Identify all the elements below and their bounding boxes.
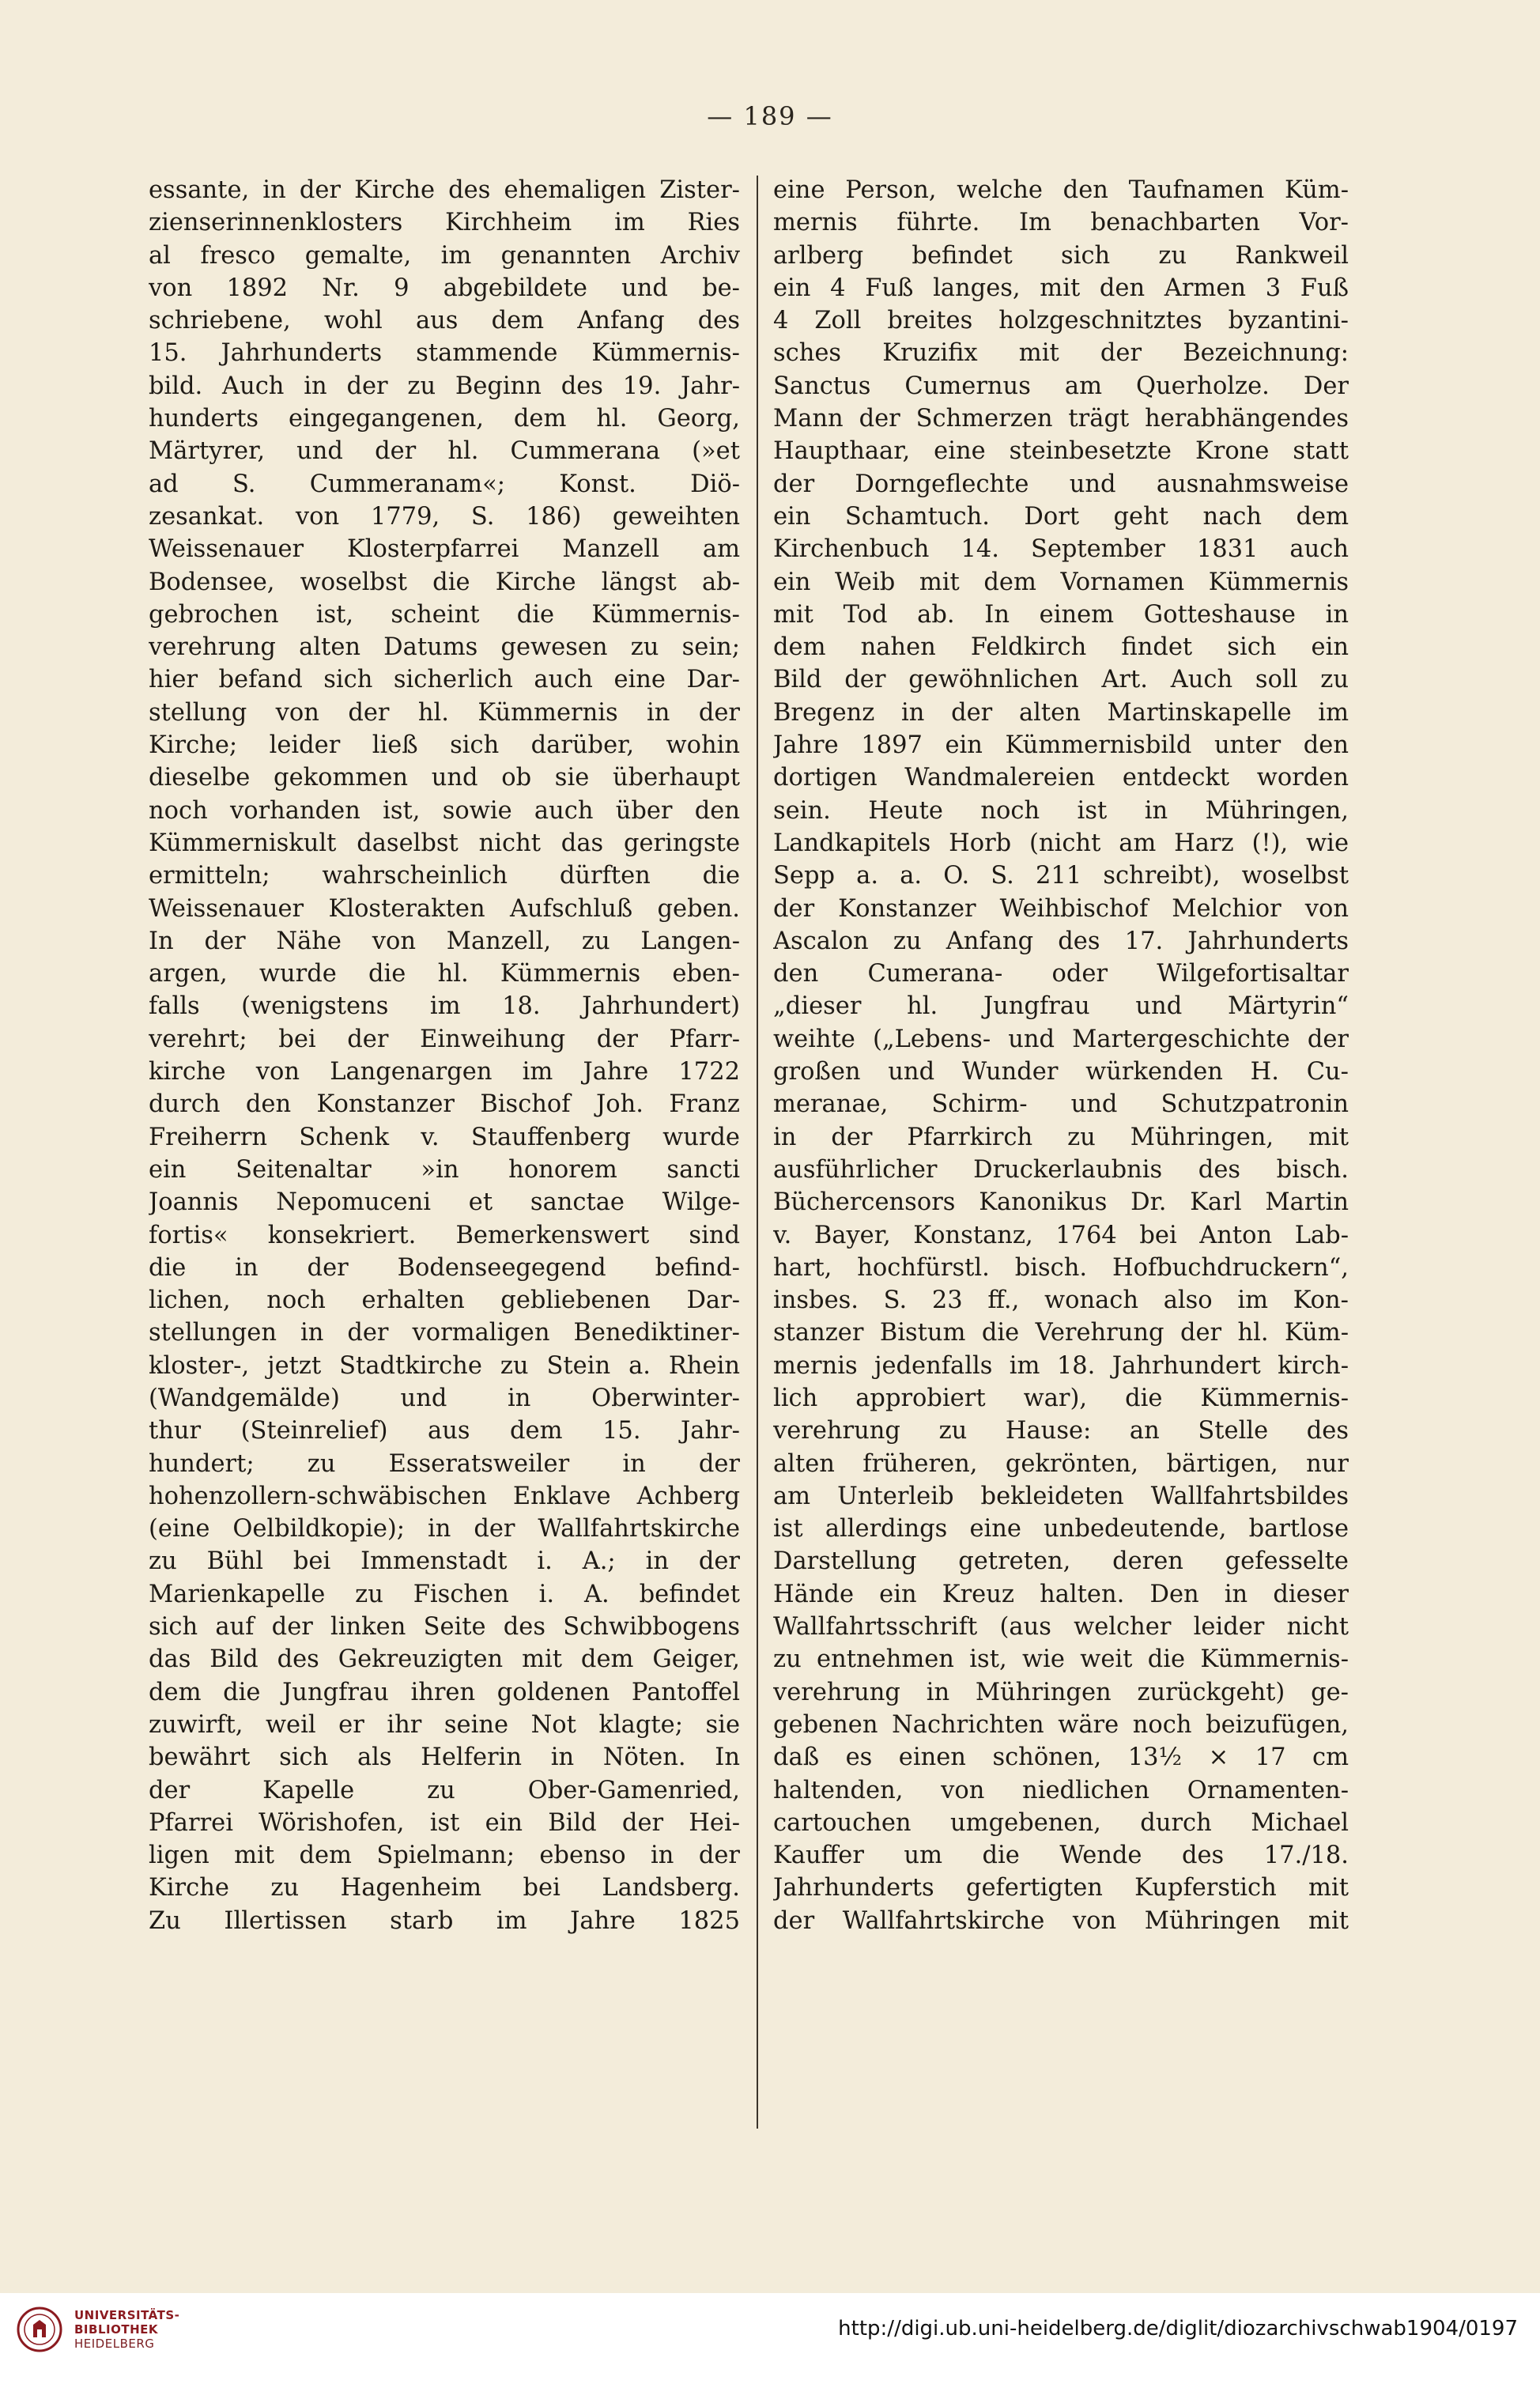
text-line: dem die Jungfrau ihren goldenen Pantoffel: [149, 1678, 740, 1706]
text-line: Darstellung getreten, deren gefesselte: [773, 1547, 1349, 1576]
text-line: argen, wurde die hl. Kümmernis eben-: [149, 960, 740, 988]
text-line: dortigen Wandmalereien entdeckt worden: [773, 764, 1349, 792]
text-line: Ascalon zu Anfang des 17. Jahrhunderts: [773, 927, 1349, 955]
text-line: ein Schamtuch. Dort geht nach dem: [773, 502, 1349, 531]
text-line: der Konstanzer Weihbischof Melchior von: [773, 894, 1349, 923]
text-line: lich approbiert war), die Kümmernis-: [773, 1384, 1349, 1412]
text-line: Haupthaar, eine steinbesetzte Krone statt: [773, 437, 1349, 466]
column-divider: [757, 176, 758, 2129]
text-line: alten früheren, gekrönten, bärtigen, nur: [773, 1449, 1349, 1478]
text-line: sches Kruzifix mit der Bezeichnung:: [773, 339, 1349, 368]
text-line: Kirchenbuch 14. September 1831 auch: [773, 535, 1349, 564]
text-line: schriebene, wohl aus dem Anfang des: [149, 307, 740, 335]
text-line: gebenen Nachrichten wäre noch beizufügen,: [773, 1710, 1349, 1739]
text-line: al fresco gemalte, im genannten Archiv: [149, 241, 740, 270]
text-line: Kirche zu Hagenheim bei Landsberg.: [149, 1874, 740, 1902]
text-line: ein Weib mit dem Vornamen Kümmernis: [773, 568, 1349, 596]
text-line: den Cumerana- oder Wilgefortisaltar: [773, 960, 1349, 988]
text-line: Wallfahrtsschrift (aus welcher leider nicht: [773, 1613, 1349, 1642]
text-line: Weissenauer Klosterakten Aufschluß geben.: [149, 894, 740, 923]
text-line: bewährt sich als Helferin in Nöten. In: [149, 1744, 740, 1772]
text-line: „dieser hl. Jungfrau und Märtyrin“: [773, 992, 1349, 1021]
text-line: haltenden, von niedlichen Ornamenten-: [773, 1776, 1349, 1804]
text-line: der Kapelle zu Ober-Gamenried,: [149, 1776, 740, 1804]
text-line: der Wallfahrtskirche von Mühringen mit: [773, 1906, 1349, 1935]
text-line: Kümmerniskult daselbst nicht das geringste: [149, 829, 740, 857]
text-line: arlberg befindet sich zu Rankweil: [773, 241, 1349, 270]
text-line: Weissenauer Klosterpfarrei Manzell am: [149, 535, 740, 564]
text-line: zesankat. von 1779, S. 186) geweihten: [149, 502, 740, 531]
text-line: Märtyrer, und der hl. Cummerana (»et: [149, 437, 740, 466]
text-line: verehrt; bei der Einweihung der Pfarr-: [149, 1025, 740, 1053]
text-line: hart, hochfürstl. bisch. Hofbuchdruckern“,: [773, 1253, 1349, 1282]
text-line: Bild der gewöhnlichen Art. Auch soll zu: [773, 666, 1349, 694]
text-line: am Unterleib bekleideten Wallfahrtsbildes: [773, 1482, 1349, 1510]
text-line: 15. Jahrhunderts stammende Kümmernis-: [149, 339, 740, 368]
text-line: Bodensee, woselbst die Kirche längst ab-: [149, 568, 740, 596]
text-line: mernis jedenfalls im 18. Jahrhundert kirch-: [773, 1351, 1349, 1380]
text-line: zuwirft, weil er ihr seine Not klagte; sie: [149, 1710, 740, 1739]
text-line: sein. Heute noch ist in Mühringen,: [773, 796, 1349, 825]
text-line: großen und Wunder würkenden H. Cu-: [773, 1058, 1349, 1086]
text-line: hohenzollern-schwäbischen Enklave Achberg: [149, 1482, 740, 1510]
footer-bar: [0, 2293, 1540, 2384]
text-line: Sanctus Cumernus am Querholze. Der: [773, 372, 1349, 400]
text-line: Sepp a. a. O. S. 211 schreibt), woselbst: [773, 862, 1349, 890]
library-logo[interactable]: [16, 2306, 179, 2353]
text-line: thur (Steinrelief) aus dem 15. Jahr-: [149, 1417, 740, 1445]
text-line: mit Tod ab. In einem Gotteshause in: [773, 600, 1349, 629]
text-line: Mann der Schmerzen trägt herabhängendes: [773, 405, 1349, 433]
text-line: Hände ein Kreuz halten. Den in dieser: [773, 1580, 1349, 1608]
text-line: Büchercensors Kanonikus Dr. Karl Martin: [773, 1188, 1349, 1217]
text-line: cartouchen umgebenen, durch Michael: [773, 1808, 1349, 1837]
text-line: von 1892 Nr. 9 abgebildete und be-: [149, 274, 740, 302]
text-line: hier befand sich sicherlich auch eine Dar-: [149, 666, 740, 694]
text-line: verehrung zu Hause: an Stelle des: [773, 1417, 1349, 1445]
text-line: hundert; zu Esseratsweiler in der: [149, 1449, 740, 1478]
text-line: Zu Illertissen starb im Jahre 1825: [149, 1906, 740, 1935]
text-line: insbes. S. 23 ff., wonach also im Kon-: [773, 1286, 1349, 1315]
text-line: (eine Oelbildkopie); in der Wallfahrtskirche: [149, 1515, 740, 1543]
text-line: meranae, Schirm- und Schutzpatronin: [773, 1090, 1349, 1119]
text-line: Kirche; leider ließ sich darüber, wohin: [149, 731, 740, 760]
text-line: stanzer Bistum die Verehrung der hl. Küm-: [773, 1319, 1349, 1347]
text-line: Landkapitels Horb (nicht am Harz (!), wie: [773, 829, 1349, 857]
text-line: verehrung alten Datums gewesen zu sein;: [149, 633, 740, 662]
text-line: ein 4 Fuß langes, mit den Armen 3 Fuß: [773, 274, 1349, 302]
text-line: dieselbe gekommen und ob sie überhaupt: [149, 764, 740, 792]
text-line: gebrochen ist, scheint die Kümmernis-: [149, 600, 740, 629]
text-line: lichen, noch erhalten gebliebenen Dar-: [149, 1286, 740, 1315]
logo-text: [74, 2308, 179, 2351]
text-line: Pfarrei Wörishofen, ist ein Bild der Hei-: [149, 1808, 740, 1837]
university-seal-icon: [16, 2306, 63, 2353]
text-line: Kauffer um die Wende des 17./18.: [773, 1842, 1349, 1870]
text-line: der Dorngeflechte und ausnahmsweise: [773, 470, 1349, 498]
text-line: hunderts eingegangenen, dem hl. Georg,: [149, 405, 740, 433]
text-line: weihte („Lebens- und Martergeschichte der: [773, 1025, 1349, 1053]
text-line: Freiherrn Schenk v. Stauffenberg wurde: [149, 1123, 740, 1151]
right-text-column: [773, 174, 1349, 2135]
text-line: v. Bayer, Konstanz, 1764 bei Anton Lab-: [773, 1221, 1349, 1249]
text-line: Bregenz in der alten Martinskapelle im: [773, 698, 1349, 727]
text-line: das Bild des Gekreuzigten mit dem Geiger,: [149, 1645, 740, 1674]
text-line: die in der Bodenseegegend befind-: [149, 1253, 740, 1282]
text-line: zu Bühl bei Immenstadt i. A.; in der: [149, 1547, 740, 1576]
text-line: durch den Konstanzer Bischof Joh. Franz: [149, 1090, 740, 1119]
text-line: ein Seitenaltar »in honorem sancti: [149, 1155, 740, 1184]
text-line: ligen mit dem Spielmann; ebenso in der: [149, 1842, 740, 1870]
text-line: In der Nähe von Manzell, zu Langen-: [149, 927, 740, 955]
left-text-column: [149, 174, 740, 2135]
text-line: kirche von Langenargen im Jahre 1722: [149, 1058, 740, 1086]
text-line: ad S. Cummeranam«; Konst. Diö-: [149, 470, 740, 498]
text-line: in der Pfarrkirch zu Mühringen, mit: [773, 1123, 1349, 1151]
logo-line-1: UNIVERSITÄTS-: [74, 2308, 180, 2322]
text-line: stellungen in der vormaligen Benediktiner-: [149, 1319, 740, 1347]
text-line: 4 Zoll breites holzgeschnitztes byzantini-: [773, 307, 1349, 335]
text-line: essante, in der Kirche des ehemaligen Zister-: [149, 176, 740, 204]
text-line: zienserinnenklosters Kirchheim im Ries: [149, 209, 740, 237]
page-number: — 189 —: [707, 101, 833, 131]
text-line: daß es einen schönen, 13½ × 17 cm: [773, 1744, 1349, 1772]
text-line: noch vorhanden ist, sowie auch über den: [149, 796, 740, 825]
text-line: Jahre 1897 ein Kümmernisbild unter den: [773, 731, 1349, 760]
text-line: (Wandgemälde) und in Oberwinter-: [149, 1384, 740, 1412]
text-line: Joannis Nepomuceni et sanctae Wilge-: [149, 1188, 740, 1217]
text-line: Marienkapelle zu Fischen i. A. befindet: [149, 1580, 740, 1608]
text-line: Jahrhunderts gefertigten Kupferstich mit: [773, 1874, 1349, 1902]
logo-line-2: BIBLIOTHEK: [74, 2322, 158, 2337]
text-line: zu entnehmen ist, wie weit die Kümmernis-: [773, 1645, 1349, 1674]
text-line: sich auf der linken Seite des Schwibbogens: [149, 1613, 740, 1642]
logo-line-3: HEIDELBERG: [74, 2337, 155, 2351]
text-line: ausführlicher Druckerlaubnis des bisch.: [773, 1155, 1349, 1184]
text-line: mernis führte. Im benachbarten Vor-: [773, 209, 1349, 237]
text-line: kloster-, jetzt Stadtkirche zu Stein a. Rhein: [149, 1351, 740, 1380]
text-line: eine Person, welche den Taufnamen Küm-: [773, 176, 1349, 204]
text-line: dem nahen Feldkirch findet sich ein: [773, 633, 1349, 662]
text-line: ist allerdings eine unbedeutende, bartlose: [773, 1515, 1349, 1543]
text-line: verehrung in Mühringen zurückgeht) ge-: [773, 1678, 1349, 1706]
text-line: stellung von der hl. Kümmernis in der: [149, 698, 740, 727]
text-line: fortis« konsekriert. Bemerkenswert sind: [149, 1221, 740, 1249]
text-line: ermitteln; wahrscheinlich dürften die: [149, 862, 740, 890]
source-url-link[interactable]: http://digi.ub.uni-heidelberg.de/diglit/diozarchivschwab1904/0197: [838, 2317, 1518, 2341]
text-line: bild. Auch in der zu Beginn des 19. Jahr-: [149, 372, 740, 400]
text-line: falls (wenigstens im 18. Jahrhundert): [149, 992, 740, 1021]
